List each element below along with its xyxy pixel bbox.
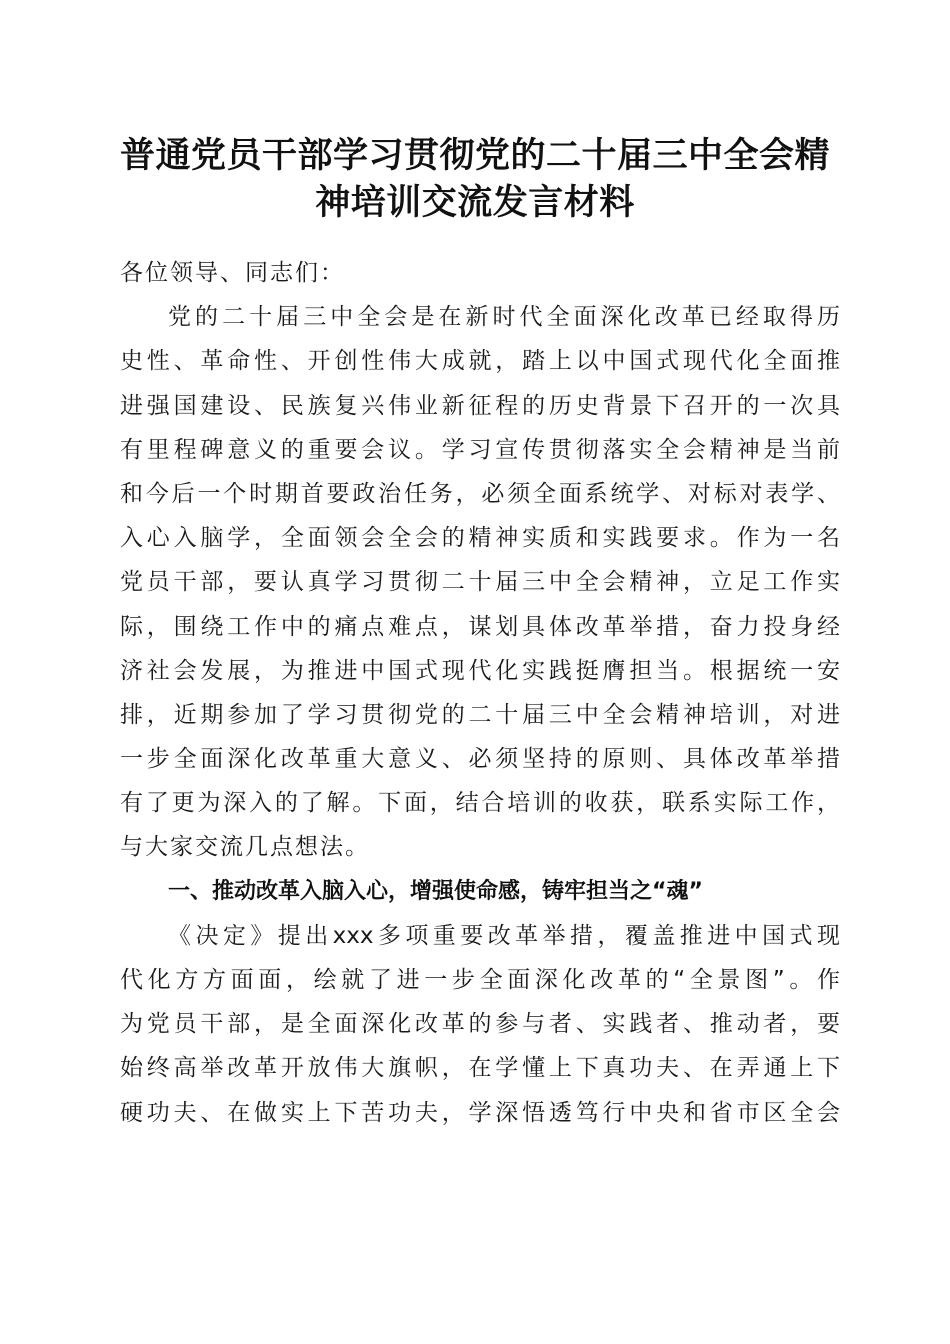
- document-title: [110, 132, 840, 226]
- paragraph-line: 代化方方面面，绘就了进一步全面深化改革的“全景图”。作: [120, 967, 840, 993]
- paragraph-line: 为党员干部，是全面深化改革的参与者、实践者、推动者，要: [120, 1011, 840, 1038]
- paragraph-line: 一步全面深化改革重大意义、必须坚持的原则、具体改革举措: [120, 746, 840, 773]
- paragraph-line: 始终高举改革开放伟大旗帜，在学懂上下真功夫、在弄通上下: [120, 1055, 840, 1082]
- paragraph-line: 有里程碑意义的重要会议。学习宣传贯彻落实全会精神是当前: [120, 436, 840, 463]
- paragraph-line: 党的二十届三中全会是在新时代全面深化改革已经取得历: [168, 304, 840, 331]
- paragraph-line: 入心入脑学，全面领会全会的精神实质和实践要求。作为一名: [120, 525, 840, 552]
- paragraph-line: 史性、革命性、开创性伟大成就，踏上以中国式现代化全面推: [120, 348, 840, 375]
- paragraph-line: 和今后一个时期首要政治任务，必须全面系统学、对标对表学、: [120, 480, 840, 507]
- paragraph-line: 与大家交流几点想法。: [120, 834, 370, 861]
- paragraph-line: 际，围绕工作中的痛点难点，谋划具体改革举措，奋力投身经: [120, 613, 840, 640]
- paragraph-line: 进强国建设、民族复兴伟业新征程的历史背景下召开的一次具: [120, 392, 840, 419]
- paragraph-line: 硬功夫、在做实上下苦功夫，学深悟透笃行中央和省市区全会: [120, 1099, 840, 1126]
- salutation: 各位领导、同志们：: [120, 260, 345, 286]
- paragraph-2: [120, 914, 840, 1135]
- title-line-1: 普通党员干部学习贯彻党的二十届三中全会精: [119, 135, 830, 176]
- paragraph-line: 《决定》提出xxx多项重要改革举措，覆盖推进中国式现: [168, 922, 840, 949]
- paragraph-line: 有了更为深入的了解。下面，结合培训的收获，联系实际工作，: [120, 790, 840, 817]
- paragraph-1: [120, 295, 840, 869]
- title-line-2: 神培训交流发言材料: [315, 182, 635, 223]
- paragraph-line: 排，近期参加了学习贯彻党的二十届三中全会精神培训，对进: [120, 701, 840, 728]
- paragraph-line: 党员干部，要认真学习贯彻二十届三中全会精神，立足工作实: [120, 569, 840, 596]
- paragraph-line: 济社会发展，为推进中国式现代化实践挺膺担当。根据统一安: [120, 657, 840, 684]
- section-1-heading: 一、推动改革入脑入心，增强使命感，铸牢担当之“魂”: [168, 878, 703, 904]
- document-body: [120, 251, 840, 1135]
